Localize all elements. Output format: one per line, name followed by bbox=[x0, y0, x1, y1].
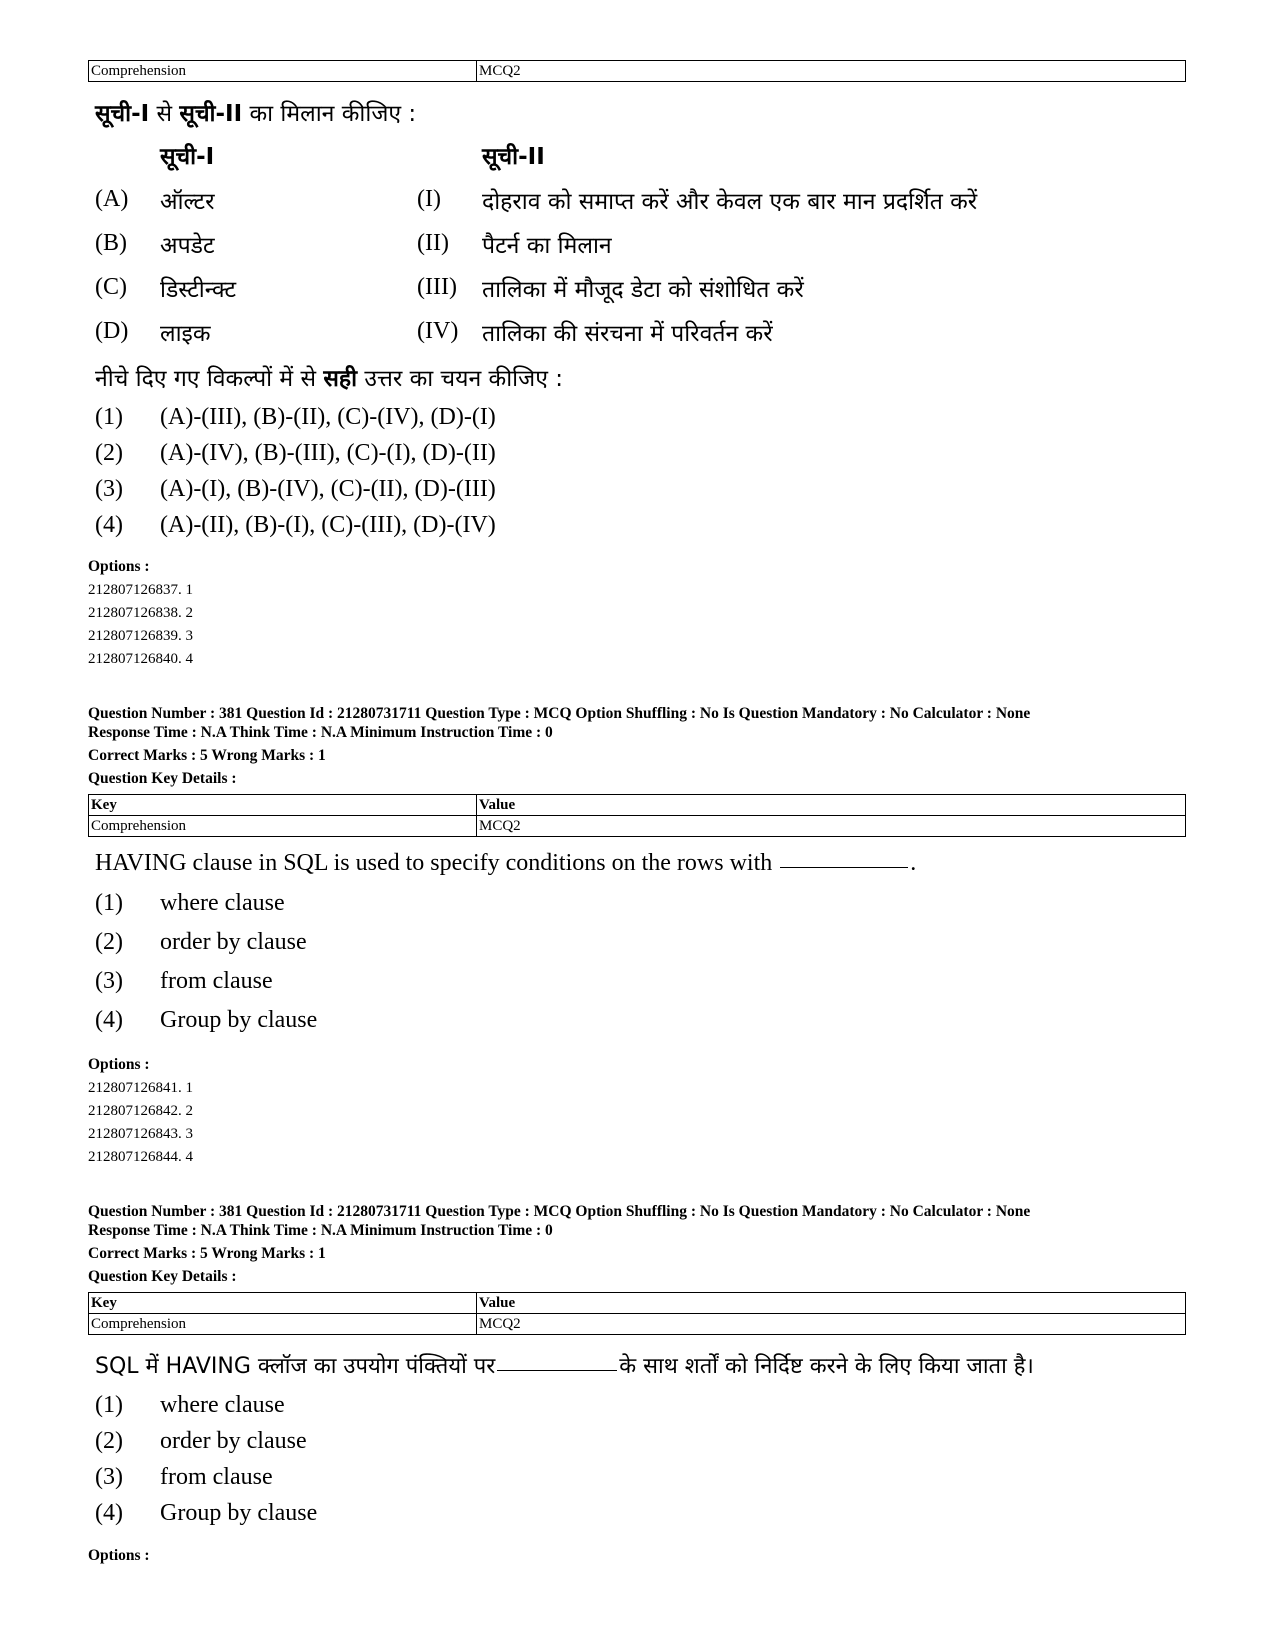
question-marks: Correct Marks : 5 Wrong Marks : 1 bbox=[88, 747, 326, 764]
option-id: 212807126837. 1 bbox=[88, 582, 193, 598]
answer-text: (A)-(III), (B)-(II), (C)-(IV), (D)-(I) bbox=[160, 404, 496, 430]
answer-number: (3) bbox=[95, 968, 123, 994]
answer-text: from clause bbox=[160, 968, 273, 994]
answer-number: (1) bbox=[95, 1392, 123, 1418]
table-header-key: Key bbox=[89, 1293, 477, 1314]
match-row-label: (IV) bbox=[417, 318, 459, 344]
answer-number: (4) bbox=[95, 1007, 123, 1033]
question-text: HAVING clause in SQL is used to specify conditions on the rows with . bbox=[95, 850, 917, 876]
match-row-description: दोहराव को समाप्त करें और केवल एक बार मान प्रदर्शित करें bbox=[482, 189, 978, 215]
answer-text: where clause bbox=[160, 890, 285, 916]
question-key-details: Question Key Details : bbox=[88, 1268, 237, 1285]
answer-number: (2) bbox=[95, 929, 123, 955]
table-row bbox=[89, 816, 1186, 837]
match-row-label: (II) bbox=[417, 230, 449, 256]
option-id: 212807126838. 2 bbox=[88, 605, 193, 621]
table-header-key: Key bbox=[89, 795, 477, 816]
table-header-row bbox=[89, 795, 1186, 816]
match-row-term: ऑल्टर bbox=[160, 189, 215, 215]
question-meta-line1: Question Number : 381 Question Id : 21280731711 Question Type : MCQ Option Shuffling : No Is Question Mandatory : No Calculator : None bbox=[88, 705, 1031, 722]
question-text: SQL में HAVING क्लॉज का उपयोग पंक्तियों पर के साथ शर्तों को निर्दिष्ट करने के लिए किया जाता है। bbox=[95, 1354, 1034, 1379]
choose-instruction: नीचे दिए गए विकल्पों में से सही उत्तर का चयन कीजिए : bbox=[95, 366, 563, 392]
match-row-term: लाइक bbox=[160, 321, 211, 347]
table-header-value: Value bbox=[477, 1293, 1186, 1314]
options-label: Options : bbox=[88, 1547, 150, 1564]
table-cell-key: Comprehension bbox=[89, 816, 477, 837]
match-row-label: (I) bbox=[417, 186, 441, 212]
question-marks: Correct Marks : 5 Wrong Marks : 1 bbox=[88, 1245, 326, 1262]
match-row-description: पैटर्न का मिलान bbox=[482, 233, 612, 259]
match-row-description: तालिका में मौजूद डेटा को संशोधित करें bbox=[482, 277, 804, 303]
option-id: 212807126840. 4 bbox=[88, 651, 193, 667]
answer-blank bbox=[780, 866, 908, 868]
options-label: Options : bbox=[88, 1056, 150, 1073]
options-label: Options : bbox=[88, 558, 150, 575]
list2-title: सूची-II bbox=[482, 144, 545, 170]
answer-text: where clause bbox=[160, 1392, 285, 1418]
top-key-table bbox=[88, 60, 1186, 82]
answer-number: (3) bbox=[95, 476, 123, 502]
match-row-term: डिस्टीन्क्ट bbox=[160, 277, 237, 303]
match-row-label: (B) bbox=[95, 230, 127, 256]
table-cell-value: MCQ2 bbox=[477, 1314, 1186, 1335]
match-row-term: अपडेट bbox=[160, 233, 215, 259]
answer-number: (1) bbox=[95, 404, 123, 430]
answer-text: (A)-(II), (B)-(I), (C)-(III), (D)-(IV) bbox=[160, 512, 496, 538]
match-row-label: (A) bbox=[95, 186, 129, 212]
list1-title: सूची-I bbox=[160, 144, 215, 170]
table-cell-key: Comprehension bbox=[89, 1314, 477, 1335]
table-cell-key: Comprehension bbox=[89, 61, 477, 82]
question-meta-line1: Question Number : 381 Question Id : 21280731711 Question Type : MCQ Option Shuffling : No Is Question Mandatory : No Calculator : None bbox=[88, 1203, 1031, 1220]
answer-blank bbox=[497, 1369, 617, 1371]
table-row bbox=[89, 1314, 1186, 1335]
option-id: 212807126842. 2 bbox=[88, 1103, 193, 1119]
table-header-value: Value bbox=[477, 795, 1186, 816]
answer-text: (A)-(IV), (B)-(III), (C)-(I), (D)-(II) bbox=[160, 440, 496, 466]
answer-text: Group by clause bbox=[160, 1500, 318, 1526]
question-meta-line2: Response Time : N.A Think Time : N.A Minimum Instruction Time : 0 bbox=[88, 724, 553, 741]
question-key-details: Question Key Details : bbox=[88, 770, 237, 787]
answer-number: (4) bbox=[95, 512, 123, 538]
question-key-table bbox=[88, 794, 1186, 837]
answer-number: (1) bbox=[95, 890, 123, 916]
match-row-label: (III) bbox=[417, 274, 457, 300]
answer-text: order by clause bbox=[160, 929, 307, 955]
option-id: 212807126844. 4 bbox=[88, 1149, 193, 1165]
match-row-label: (C) bbox=[95, 274, 127, 300]
option-id: 212807126839. 3 bbox=[88, 628, 193, 644]
table-header-row bbox=[89, 1293, 1186, 1314]
match-row-description: तालिका की संरचना में परिवर्तन करें bbox=[482, 321, 773, 347]
answer-number: (3) bbox=[95, 1464, 123, 1490]
answer-text: (A)-(I), (B)-(IV), (C)-(II), (D)-(III) bbox=[160, 476, 496, 502]
table-cell-value: MCQ2 bbox=[477, 816, 1186, 837]
question-key-table bbox=[88, 1292, 1186, 1335]
answer-text: Group by clause bbox=[160, 1007, 318, 1033]
answer-number: (2) bbox=[95, 1428, 123, 1454]
answer-number: (2) bbox=[95, 440, 123, 466]
answer-number: (4) bbox=[95, 1500, 123, 1526]
table-row bbox=[89, 61, 1186, 82]
answer-text: from clause bbox=[160, 1464, 273, 1490]
answer-text: order by clause bbox=[160, 1428, 307, 1454]
match-row-label: (D) bbox=[95, 318, 129, 344]
option-id: 212807126843. 3 bbox=[88, 1126, 193, 1142]
question-meta-line2: Response Time : N.A Think Time : N.A Minimum Instruction Time : 0 bbox=[88, 1222, 553, 1239]
match-instruction: सूची-I से सूची-II का मिलान कीजिए : bbox=[95, 101, 417, 127]
table-cell-value: MCQ2 bbox=[477, 61, 1186, 82]
option-id: 212807126841. 1 bbox=[88, 1080, 193, 1096]
